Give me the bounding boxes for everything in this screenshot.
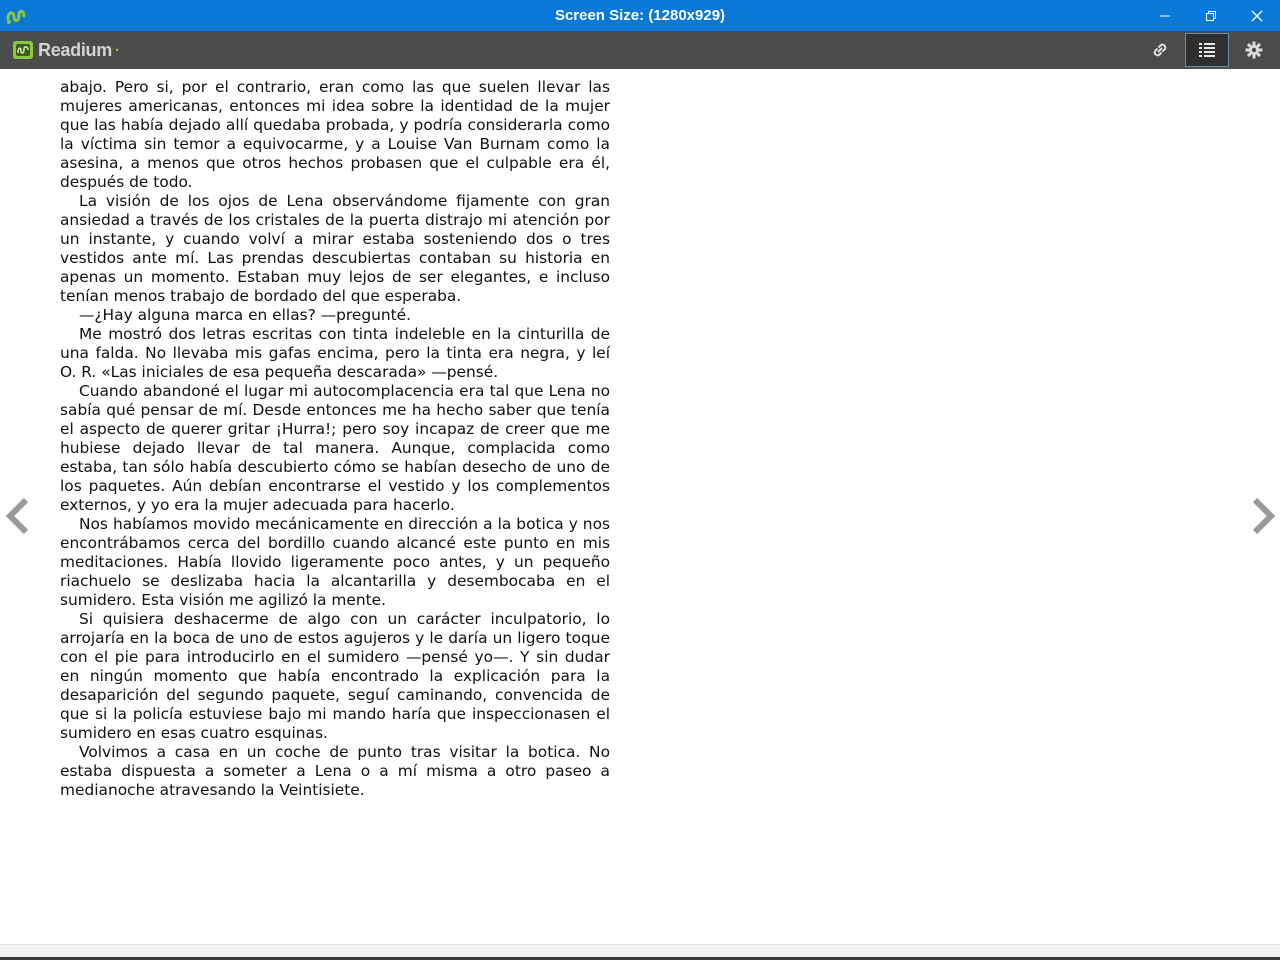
logo-dot: · — [114, 43, 120, 57]
previous-page-button[interactable] — [3, 496, 33, 536]
list-icon — [1198, 42, 1216, 58]
minimize-button[interactable] — [1142, 0, 1188, 31]
reader-viewport — [0, 69, 1280, 944]
window-titlebar — [0, 0, 1280, 31]
restore-icon — [1205, 10, 1217, 22]
paragraph: Me mostró dos letras escritas con tinta indeleble en la cinturilla de una falda. No llevaba mis gafas encima, pero la tinta era negra, y leí O. R. «Las iniciales de esa pequeña descarada» —pensé. — [60, 325, 610, 381]
paragraph: La visión de los ojos de Lena observándome fijamente con gran ansiedad a través de los cristales de la puerta distrajo mi atención por un instante, y cuando volví a mirar estaba sosteniendo dos o tres vestidos ante mí. Las prendas descubiertas contaban su historia en apenas un momento. Estaban muy lejos de ser elegantes, e incluso tenían menos trabajo de bordado del que esperaba. — [60, 192, 610, 305]
settings-button[interactable] — [1232, 33, 1276, 67]
book-page — [60, 78, 610, 800]
toc-button[interactable] — [1185, 33, 1229, 67]
paragraph: Volvimos a casa en un coche de punto tras visitar la botica. No estaba dispuesta a someter a Lena o a mí misma a otro paseo a medianoche atravesando la Veintisiete. — [60, 743, 610, 799]
readium-logo-icon — [12, 39, 34, 61]
window-title: Screen Size: (1280x929) — [554, 7, 726, 24]
paragraph: Si quisiera deshacerme de algo con un carácter inculpatorio, lo arrojaría en la boca de uno de estos agujeros y le daría un ligero toque con el pie para introducirlo en el sumidero —pensé yo—. Y sin dudar en ningún momento que había encontrado la explicación para la desaparición del segundo paquete, seguí caminando, convencida de que si la policía estuviese bajo mi mando haría que inspeccionasen el sumidero en esas cuatro esquinas. — [60, 610, 610, 742]
readium-logo-text: Readium — [38, 39, 112, 60]
link-button[interactable] — [1138, 33, 1182, 67]
link-icon — [1151, 41, 1169, 59]
next-page-button[interactable] — [1248, 496, 1278, 536]
chevron-right-icon — [1250, 497, 1276, 535]
paragraph: —¿Hay alguna marca en ellas? —pregunté. — [79, 306, 412, 324]
minimize-icon — [1159, 10, 1171, 22]
paragraph: Cuando abandoné el lugar mi autocomplacencia era tal que Lena no sabía qué pensar de mí. Desde entonces me ha hecho saber que tenía el aspecto de querer gritar ¡Hurra!; pero soy incapaz de creer que me hubiese dejado llevar de tal manera. Aunque, complacida como estaba, tan sólo había descubierto cómo se habían desecho de uno de los paquetes. Aún debían encontrarse el vestido y los complementos externos, y yo era la mujer adecuada para hacerlo. — [60, 382, 610, 514]
restore-button[interactable] — [1188, 0, 1234, 31]
chevron-left-icon — [5, 497, 31, 535]
close-button[interactable] — [1234, 0, 1280, 31]
gear-icon — [1245, 41, 1263, 59]
reader-toolbar — [0, 31, 1280, 69]
readium-logo[interactable] — [12, 38, 119, 62]
paragraph: Nos habíamos movido mecánicamente en dirección a la botica y nos encontrábamos cerca del bordillo cuando alcancé este punto en mis meditaciones. Había llovido ligeramente poco antes, y un pequeño riachuelo se deslizaba hacia la alcantarilla y desembocaba en el sumidero. Esta visión me agilizó la mente. — [60, 515, 610, 609]
paragraph: abajo. Pero si, por el contrario, eran como las que suelen llevar las mujeres americanas, entonces mi idea sobre la identidad de la mujer que las había dejado allí quedaba probada, y podría considerarla como la víctima sin temor a equivocarme, y a Louise Van Burnam como la asesina, a menos que otros hechos probasen que el culpable era él, después de todo. — [60, 78, 610, 191]
close-icon — [1251, 10, 1263, 22]
